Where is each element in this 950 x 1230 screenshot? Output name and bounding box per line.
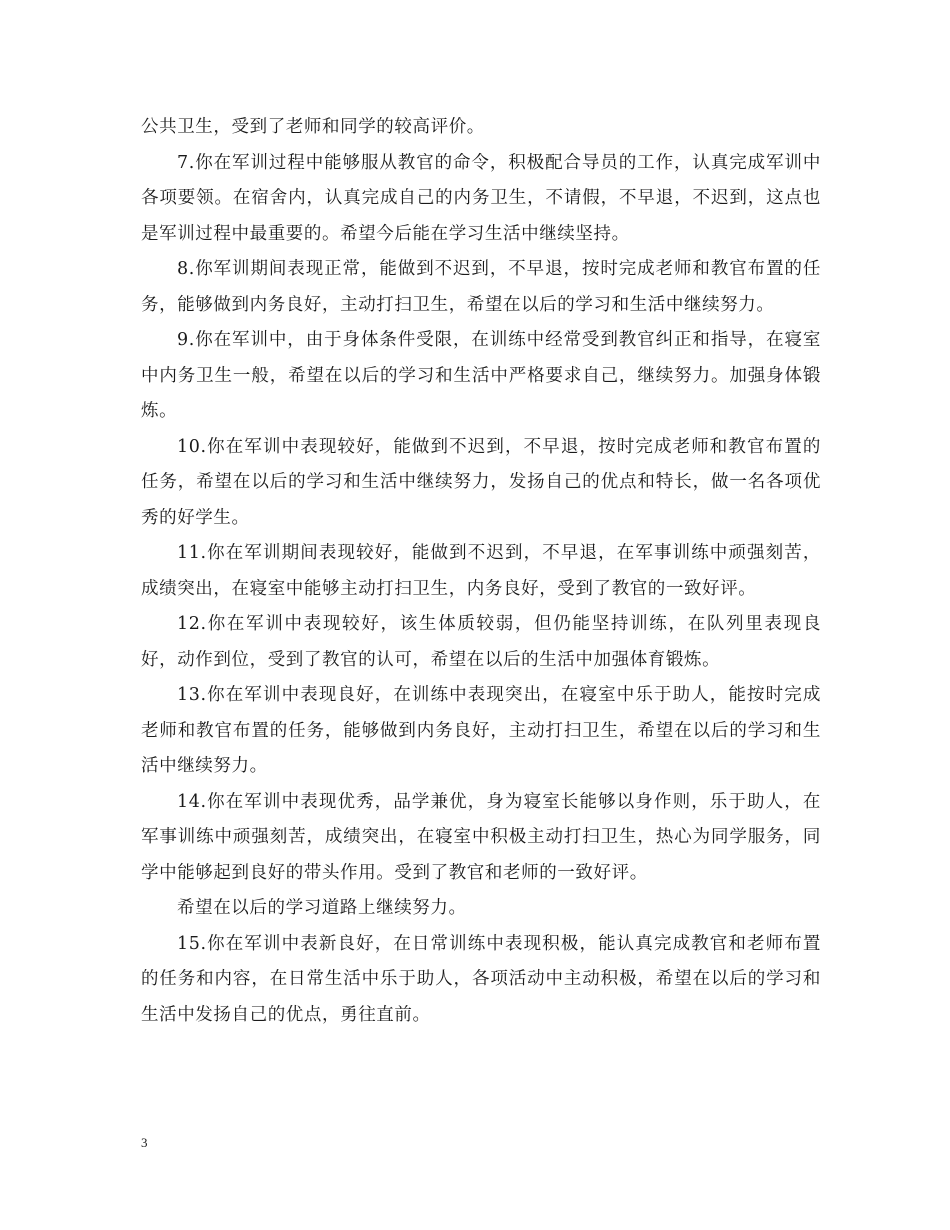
paragraph-item-7: 7.你在军训过程中能够服从教官的命令，积极配合导员的工作，认真完成军训中各项要领。在宿舍内，认真完成自己的内务卫生，不请假，不早退，不迟到，这点也是军训过程中最重要的。希望今后能在学习生活中继续坚持。 bbox=[141, 152, 821, 244]
paragraph-item-14: 14.你在军训中表现优秀，品学兼优，身为寝室长能够以身作则，乐于助人，在军事训练中顽强刻苦，成绩突出，在寝室中积极主动打扫卫生，热心为同学服务，同学中能够起到良好的带头作用。受到了教官和老师的一致好评。 bbox=[141, 791, 821, 883]
paragraph-continuation: 公共卫生，受到了老师和同学的较高评价。 bbox=[141, 117, 485, 137]
paragraph-item-10: 10.你在军训中表现较好，能做到不迟到，不早退，按时完成老师和教官布置的任务，希望在以后的学习和生活中继续努力，发扬自己的优点和特长，做一名各项优秀的好学生。 bbox=[141, 436, 821, 528]
paragraph-item-12: 12.你在军训中表现较好，该生体质较弱，但仍能坚持训练，在队列里表现良好，动作到位，受到了教官的认可，希望在以后的生活中加强体育锻炼。 bbox=[141, 614, 821, 670]
document-body bbox=[141, 110, 821, 1033]
paragraph-item-8: 8.你军训期间表现正常，能做到不迟到，不早退，按时完成老师和教官布置的任务，能够做到内务良好，主动打扫卫生，希望在以后的学习和生活中继续努力。 bbox=[141, 259, 821, 315]
page-number: 3 bbox=[141, 1135, 148, 1150]
paragraph-closing-wish: 希望在以后的学习道路上继续努力。 bbox=[177, 898, 467, 918]
paragraph-item-15: 15.你在军训中表新良好，在日常训练中表现积极，能认真完成教官和老师布置的任务和内容，在日常生活中乐于助人，各项活动中主动积极，希望在以后的学习和生活中发扬自己的优点，勇往直前。 bbox=[141, 933, 821, 1025]
paragraph-item-11: 11.你在军训期间表现较好，能做到不迟到，不早退，在军事训练中顽强刻苦，成绩突出，在寝室中能够主动打扫卫生，内务良好，受到了教官的一致好评。 bbox=[141, 543, 821, 599]
paragraph-item-9: 9.你在军训中，由于身体条件受限，在训练中经常受到教官纠正和指导，在寝室中内务卫生一般，希望在以后的学习和生活中严格要求自己，继续努力。加强身体锻炼。 bbox=[141, 330, 821, 421]
paragraph-item-13: 13.你在军训中表现良好，在训练中表现突出，在寝室中乐于助人，能按时完成老师和教官布置的任务，能够做到内务良好，主动打扫卫生，希望在以后的学习和生活中继续努力。 bbox=[141, 685, 821, 776]
